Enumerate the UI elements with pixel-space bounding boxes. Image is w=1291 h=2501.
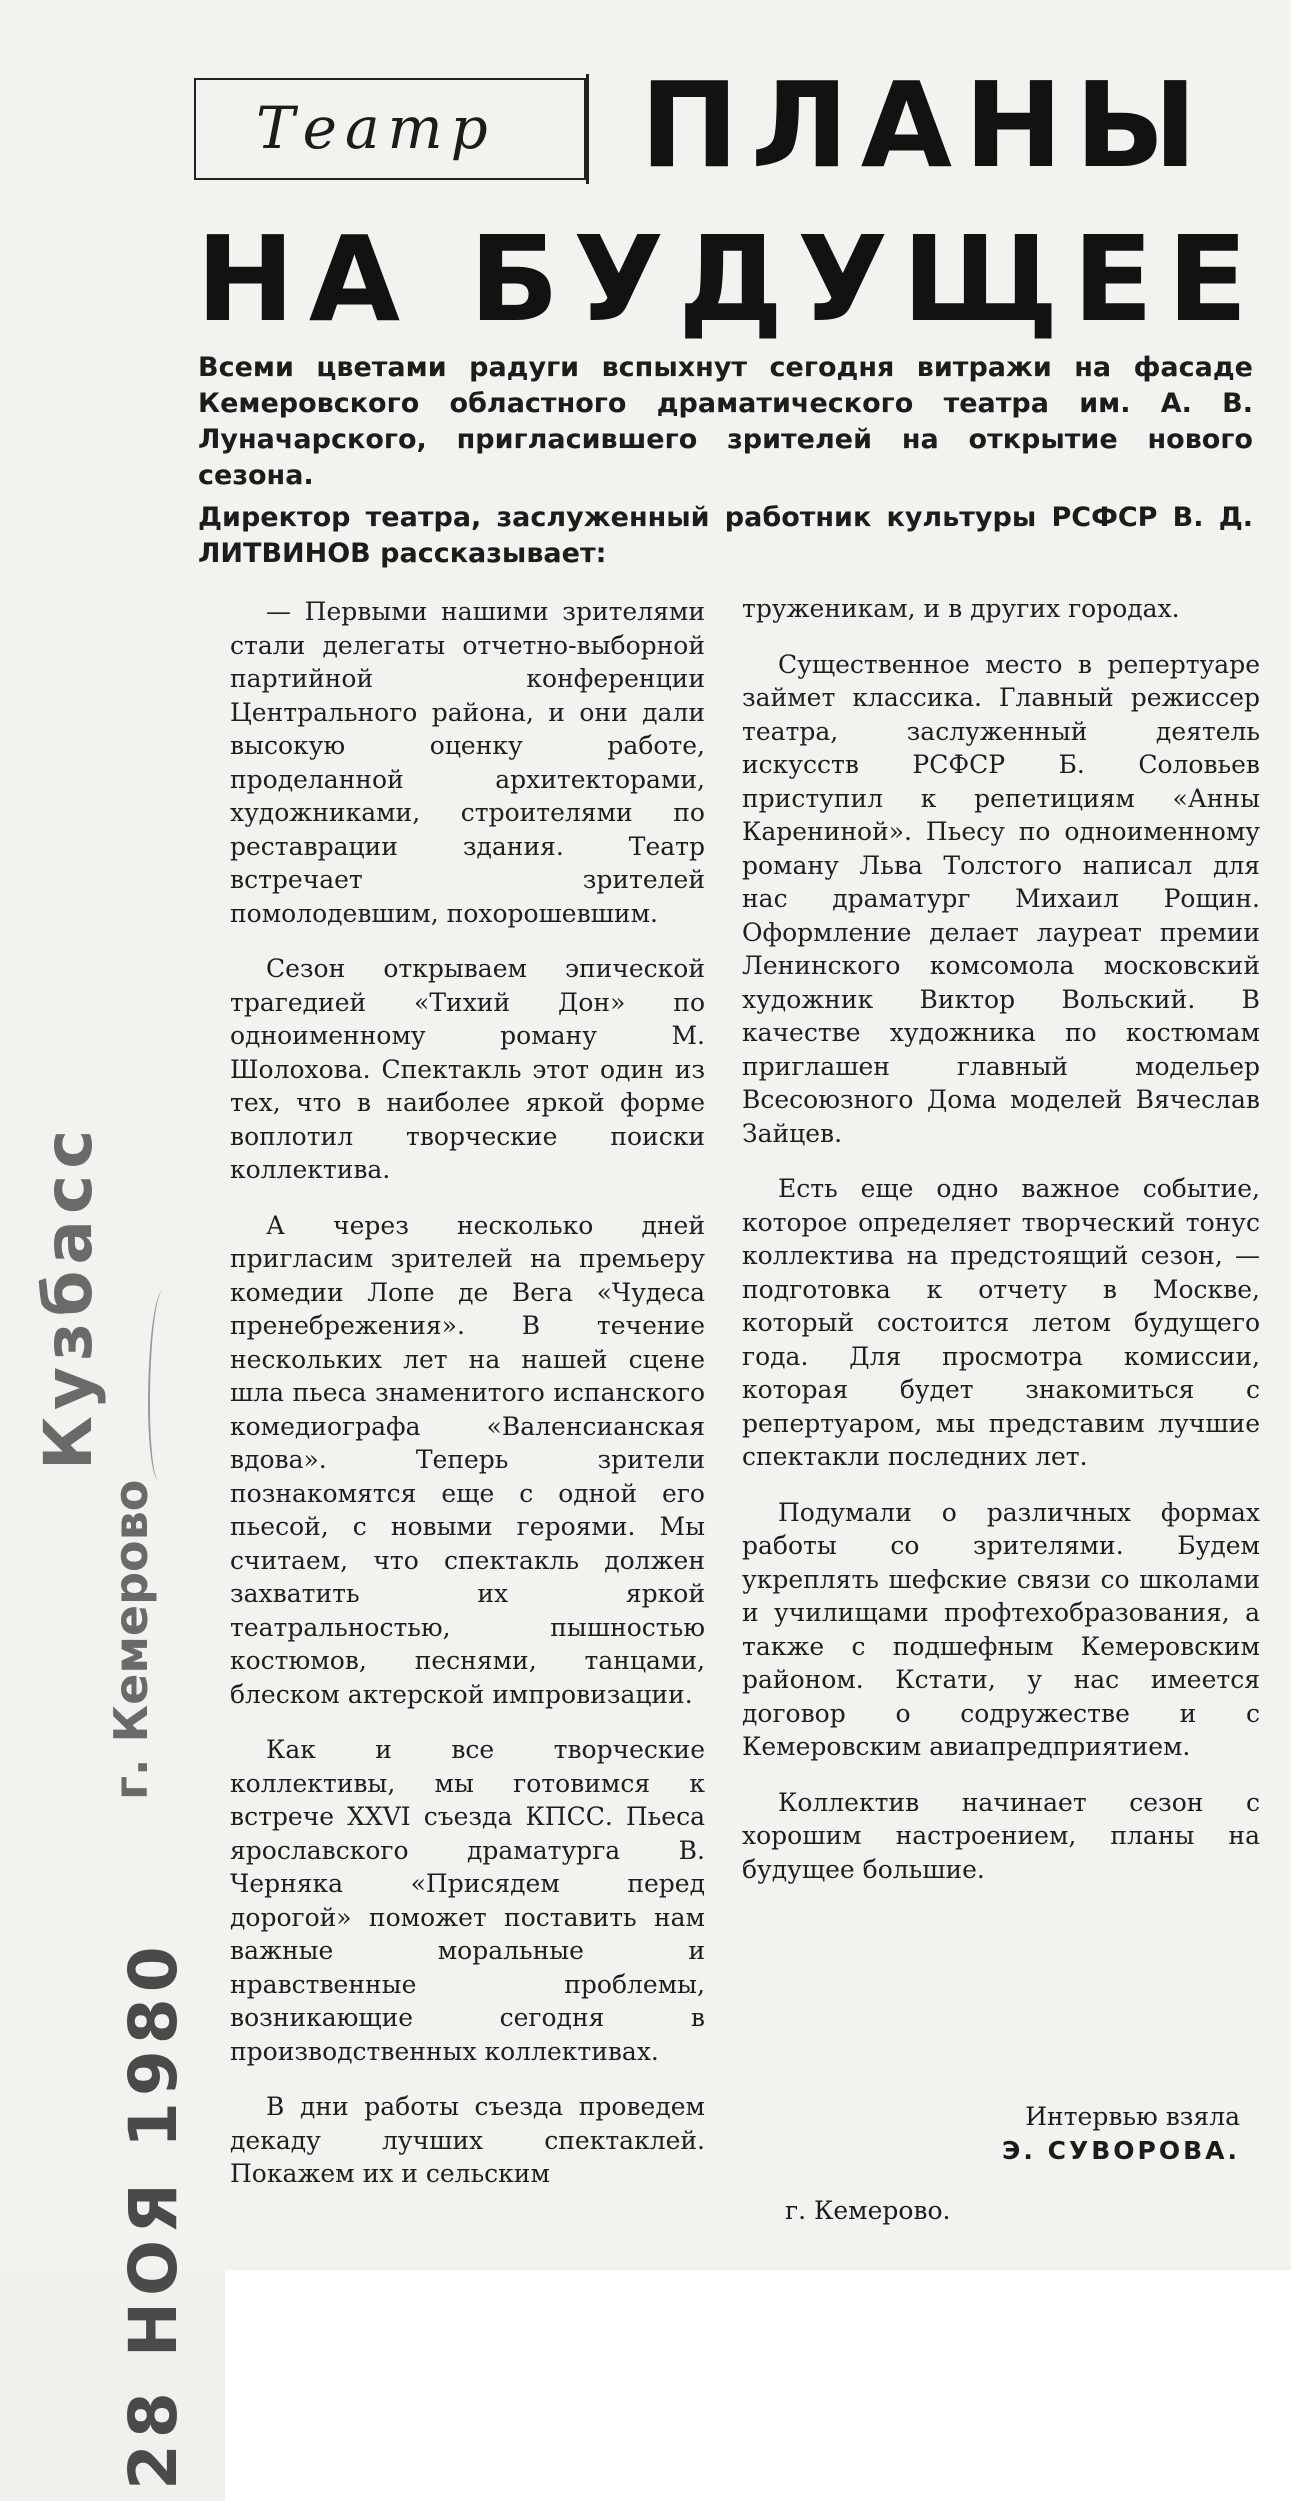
- byline-author: Э. СУВОРОВА.: [1002, 2136, 1240, 2165]
- stamp-newspaper-name: Кузбасс: [30, 1123, 107, 1470]
- paragraph: Коллектив начинает сезон с хорошим настроением, планы на будущее большие.: [742, 1787, 1260, 1884]
- byline-label: Интервью взяла: [1025, 2102, 1240, 2131]
- stamp-city: г. Кемерово: [104, 1479, 158, 1800]
- dateline-city: г. Кемерово.: [785, 2196, 951, 2225]
- byline: [740, 2100, 1240, 2168]
- stamp-date: 28 НОЯ 1980: [115, 1940, 192, 2490]
- article-column-right: [742, 592, 1260, 1908]
- paragraph-continuation: труженикам, и в других городах.: [742, 594, 1180, 623]
- paragraph: — Первыми нашими зрителями стали делегаты отчетно-выборной партийной конференции Центрального района, и они дали высокую оценку работе, проделанной архитекторами, художниками, строителями по реставрации здания. Театр встречает зрителей помолодевшим, похорошевшим.: [230, 597, 705, 928]
- paragraph: Есть еще одно важное событие, которое определяет творческий тонус коллектива на предстоящий сезон, — подготовка к отчету в Москве, который состоится летом будущего года. Для просмотра комиссии, которая будет знакомиться с репертуаром, мы представим лучшие спектакли последних лет.: [742, 1174, 1260, 1471]
- lead-paragraph: Всеми цветами радуги вспыхнут сегодня витражи на фасаде Кемеровского областного драматического театра им. А. В. Луначарского, пригласившего зрителей на открытие нового сезона.: [198, 352, 1253, 491]
- article-column-left: [230, 595, 705, 2213]
- paragraph: В дни работы съезда проведем декаду лучших спектаклей. Покажем их и сельским: [230, 2092, 705, 2188]
- paragraph: Подумали о различных формах работы со зрителями. Будем укреплять шефские связи со школами и училищами профтехобразования, а также с подшефным Кемеровским районом. Кстати, у нас имеется договор о содружестве и с Кемеровским авиапредприятием.: [742, 1497, 1260, 1761]
- paragraph: А через несколько дней пригласим зрителей на премьеру комедии Лопе де Вега «Чудеса пренебрежения». В течение нескольких лет на нашей сцене шла пьеса знаменитого испанского комедиографа «Валенсианская вдова». Теперь зрители познакомятся еще с одной его пьесой, с новыми героями. Мы считаем, что спектакль должен захватить их яркой театральностью, пышностью костюмов, песнями, танцами, блеском актерской импровизации.: [230, 1210, 705, 1709]
- headline-line-1: ПЛАНЫ: [640, 56, 1210, 194]
- paragraph: Сезон открываем эпической трагедией «Тихий Дон» по одноименному роману М. Шолохова. Спектакль этот один из тех, что в наиболее яркой форме воплотил творческие поиски коллектива.: [230, 954, 705, 1184]
- paragraph: Как и все творческие коллективы, мы готовимся к встрече XXVI съезда КПСС. Пьеса ярославского драматурга В. Черняка «Присядем перед дорогой» поможет поставить нам важные моральные и нравственные проблемы, возникающие сегодня в производственных коллективах.: [230, 1735, 705, 2066]
- rubric-divider: [586, 74, 589, 184]
- lead-intro: Директор театра, заслуженный работник культуры РСФСР В. Д. ЛИТВИНОВ рассказывает:: [198, 502, 1253, 569]
- paragraph: Существенное место в репертуаре займет классика. Главный режиссер театра, заслуженный деятель искусств РСФСР Б. Соловьев приступил к репетициям «Анны Карениной». Пьесу по одноименному роману Льва Толстого написал для нас драматург Михаил Рощин. Оформление делает лауреат премии Ленинского комсомола московский художник Виктор Вольский. В качестве художника по костюмам приглашен главный модельер Всесоюзного Дома моделей Вячеслав Зайцев.: [742, 649, 1260, 1148]
- rubric-label: Театр: [256, 94, 496, 162]
- headline-line-2: НА БУДУЩЕЕ: [196, 210, 1262, 348]
